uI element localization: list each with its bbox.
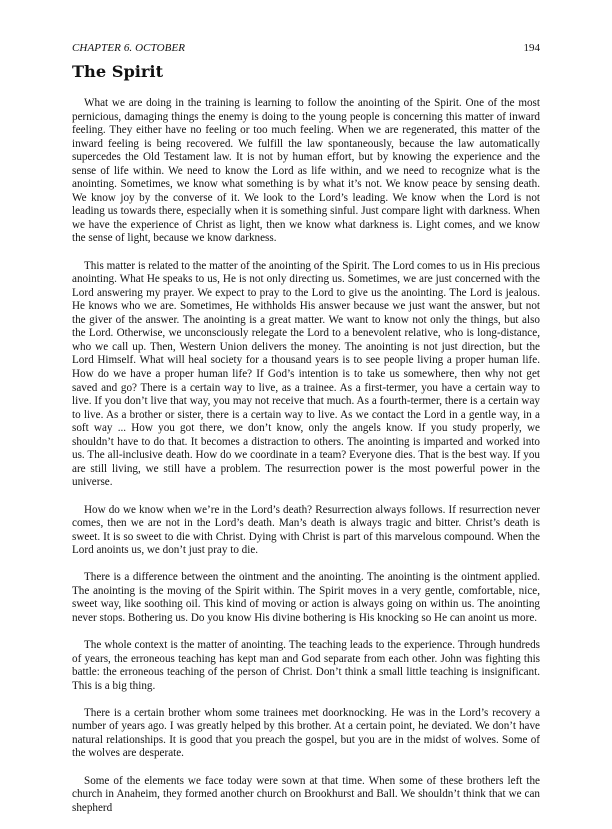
paragraph: There is a difference between the ointment and the anointing. The anointing is the ointment applied. The anointing is the moving of the Spirit within. The Spirit moves in a very gentle, comfortable, nice, sweet way, like soothing oil. This kind of moving or action is always going on within us. The anointing never stops. Bothering us. Do you know His divine bothering is His knocking so He can anoint us more. bbox=[72, 571, 540, 624]
paragraph: How do we know when we’re in the Lord’s death? Resurrection always follows. If resurrection never comes, then we are not in the Lord’s death. Man’s death is always tragic and bitter. Christ’s death is sweet. It is so sweet to die with Christ. Dying with Christ is part of this marvelous compound. When the Lord anoints us, we don’t just pray to die. bbox=[72, 503, 540, 557]
page-number: 194 bbox=[523, 42, 540, 54]
paragraph: There is a certain brother whom some trainees met doorknocking. He was in the Lord’s recovery a number of years ago. I was greatly helped by this brother. At a certain point, he deviated. We don’t have natural relationships. It is good that you preach the gospel, but you are in the midst of wolves. Some of the wolves are desperate. bbox=[72, 706, 540, 760]
paragraph: This matter is related to the matter of the anointing of the Spirit. The Lord comes to us in His precious anointing. What He speaks to us, He is not only directing us. Sometimes, we are just concerned with the Lord answering my prayer. We expect to pray to the Lord to give us the anointing. The Lord is jealous. He knows who we are. Sometimes, He withholds His answer because we just want the answer, but not the giver of the answer. The anointing is a great matter. We want to know not only the things, but also the Lord. Otherwise, we unconsciously relegate the Lord to a benevolent relative, who is long-distance, who we call up. Then, Western Union delivers the money. The anointing is not just direction, but the Lord Himself. What will heal society for a thousand years is to see people living a proper human life. How do we have a proper human life? If God’s intention is to take us somewhere, then why not get saved and go? There is a certain way to live, as a trainee. As a first-termer, you have a certain way to live. If you don’t live that way, you may not receive that much. As a fourth-termer, there is a certain way to live. As a brother or sister, there is a certain way to live. As we contact the Lord in a gentle way, in a soft way ... How you got there, we don’t know, only the angels know. If you study properly, we shouldn’t have to do that. It becomes a distraction to others. The anointing is imparted and worked into us. The all-inclusive death. How do we coordinate in a team? Everyone dies. That is the best way. If you are still living, we still have a problem. The resurrection power is the most powerful power in the universe. bbox=[72, 259, 540, 489]
paragraph: The whole context is the matter of anointing. The teaching leads to the experience. Through hundreds of years, the erroneous teaching has kept man and God separate from each other. John was fighting this battle: the erroneous teaching of the person of Christ. Don’t think a small little teaching is insignificant. This is a big thing. bbox=[72, 639, 540, 692]
body-text bbox=[72, 97, 540, 829]
paragraph: What we are doing in the training is learning to follow the anointing of the Spirit. One of the most pernicious, damaging things the enemy is doing to the young people is concerning this matter of inward feeling. They either have no feeling or too much feeling. When we are regenerated, this matter of the inward feeling is being recovered. We fulfill the law spontaneously, because the law automatically supercedes the Old Testament law. It is not by human effort, but by knowing the experience and the sense of life within. We need to know the Lord as life within, and we need to recognize what is the anointing. Sometimes, we know what something is by what it’s not. We know peace by sensing death. We know joy by the converse of it. We look to the Lord’s leading. We know when the Lord is not leading us towards there, especially when it is something sinful. Just compare light with darkness. When we have the experience of Christ as light, then we know what darkness is. Light comes, and we know the sense of light, because we know darkness. bbox=[72, 97, 540, 245]
chapter-heading: CHAPTER 6. OCTOBER bbox=[72, 42, 186, 54]
section-title: The Spirit bbox=[72, 62, 164, 81]
paragraph: Some of the elements we face today were sown at that time. When some of these brothers left the church in Anaheim, they formed another church on Brookhurst and Ball. We shouldn’t think that we can shepherd bbox=[72, 774, 540, 814]
